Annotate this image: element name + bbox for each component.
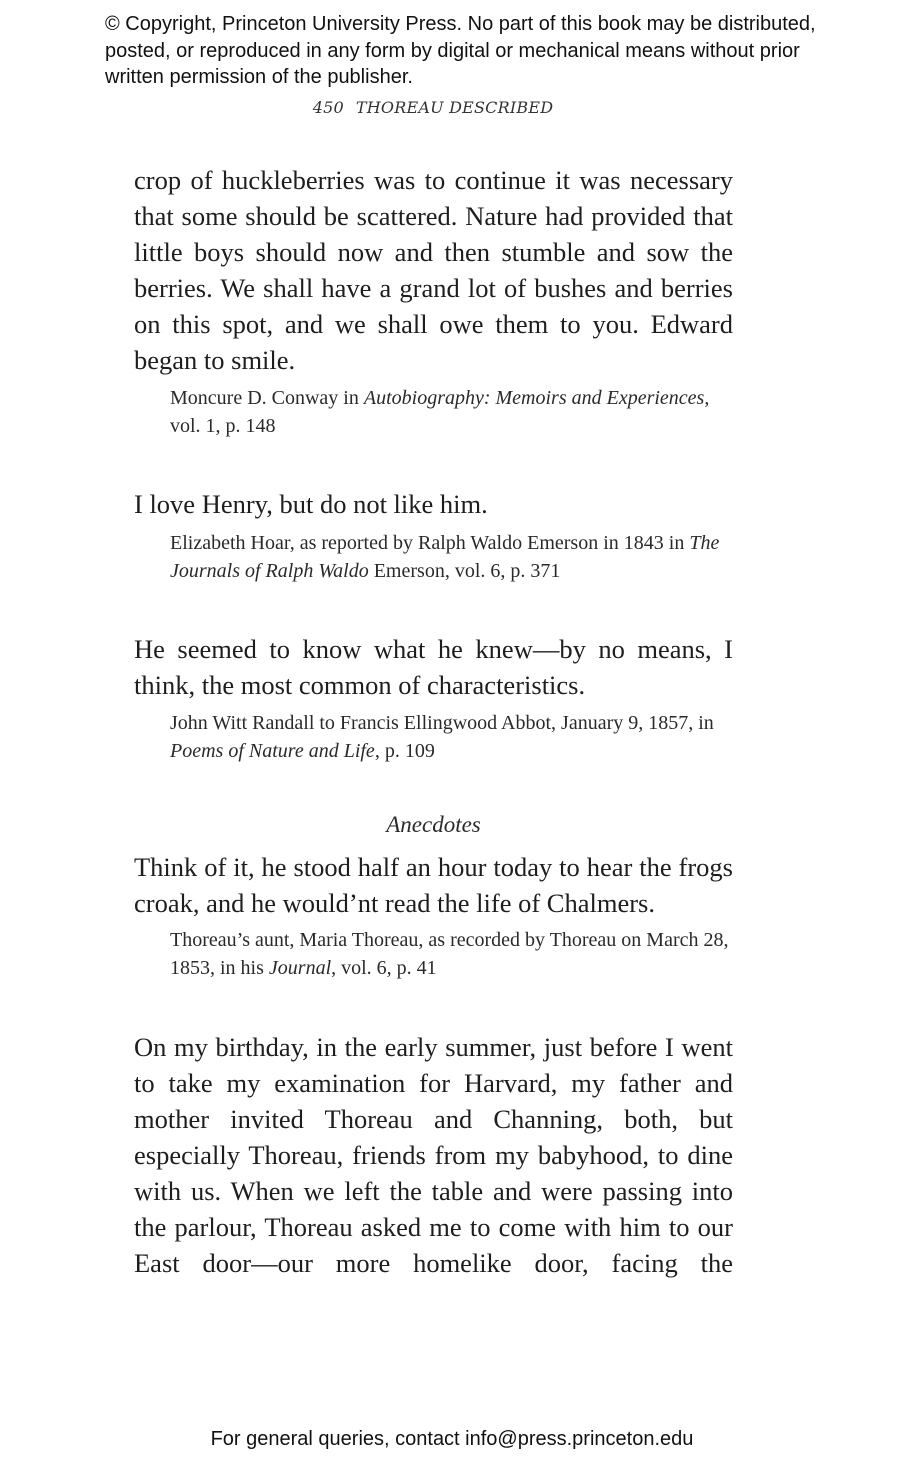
attribution-citation: , vol. 1, p. 148 <box>170 387 710 437</box>
footer-contact <box>0 1428 900 1451</box>
attribution-title: Journal <box>268 957 332 979</box>
footer-text: For general queries, contact info@press.princeton.edu <box>210 1428 694 1450</box>
attribution-title: Poems of Nature and Life <box>170 740 375 762</box>
quote-text: He seemed to know what he knew—by no means, I think, the most common of characteristics. <box>134 634 733 700</box>
anecdote-paragraph: On my birthday, in the early summer, just before I went to take my examination for Harvard, my father and mother invited Thoreau and Channing, both, but especially Thoreau, friends from my babyhood, to dine with us. When we left the table and were passing into the parlour, Thoreau asked me to come with him to our East door—our more homelike door, facing the <box>134 1032 733 1278</box>
quote-attribution <box>170 709 733 765</box>
attribution-citation: , vol. 6, p. 41 <box>331 957 437 979</box>
running-head-title: THOREAU DESCRIBED <box>355 98 554 117</box>
attribution-source: Elizabeth Hoar, as reported by Ralph Waldo Emerson in 1843 in <box>170 532 690 554</box>
quote-attribution <box>170 384 733 440</box>
attribution-title: Autobiography: Memoirs and Experiences <box>363 387 705 409</box>
running-head <box>0 98 866 117</box>
anecdote-text: Think of it, he stood half an hour today to hear the frogs croak, and he would’nt read the life of Chalmers. <box>134 852 733 918</box>
attribution-citation: , p. 109 <box>374 740 435 762</box>
copyright-notice: © Copyright, Princeton University Press. No part of this book may be distributed, posted, or reproduced in any form by digital or mechanical means without prior written permission of the publisher. <box>105 13 816 88</box>
page-number: 450 <box>312 98 344 117</box>
attribution-source: Moncure D. Conway in <box>170 387 364 409</box>
attribution-title: The Journals of Ralph Waldo <box>170 532 720 582</box>
quote-text: I love Henry, but do not like him. <box>134 489 488 519</box>
attribution-source: Thoreau’s aunt, Maria Thoreau, as recorded by Thoreau on March 28, 1853, in his <box>170 929 729 979</box>
section-heading: Anecdotes <box>386 812 481 837</box>
attribution-source: John Witt Randall to Francis Ellingwood Abbot, January 9, 1857, in <box>170 712 714 734</box>
anecdote-attribution <box>170 926 733 982</box>
attribution-citation: Emerson, vol. 6, p. 371 <box>368 560 561 582</box>
quote-text: crop of huckleberries was to continue it was necessary that some should be scattered. Nature had provided that little boys should now and then stumble and sow the berries. We shall have a grand lot of bushes and berries on this spot, and we shall owe them to you. Edward began to smile. <box>134 165 733 375</box>
quote-attribution <box>170 529 733 585</box>
